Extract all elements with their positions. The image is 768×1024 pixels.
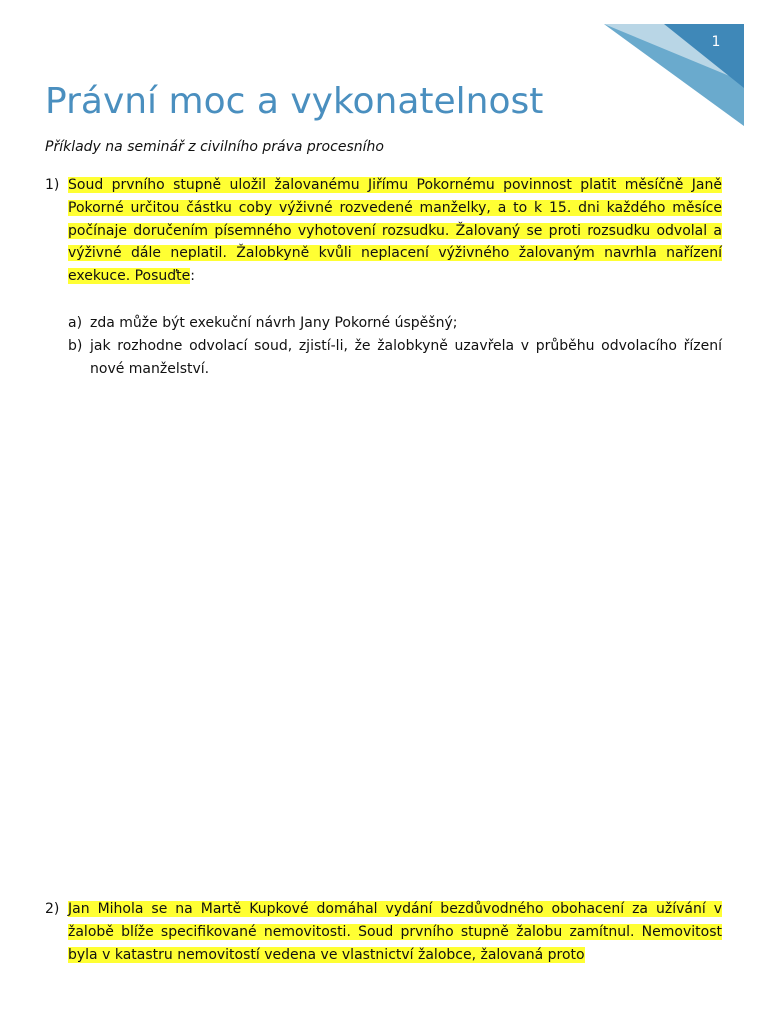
- problem-text: [68, 174, 722, 288]
- subitem-text: zda může být exekuční návrh Jany Pokorné úspěšný;: [90, 314, 458, 331]
- page-number: 1: [711, 34, 721, 50]
- problem-text: [68, 898, 722, 966]
- problem-text-tail: :: [190, 268, 195, 285]
- highlighted-text: Soud prvního stupně uložil žalovanému Jiřímu Pokornému povinnost platit měsíčně Janě Pokorné určitou částku coby výživné rozvedené manželky, a to k 15. dni každého měsíce počínaje doručením písemného vyhotovení rozsudku. Žalovaný se proti rozsudku odvolal a výživné dále neplatil. Žalobkyně kvůli neplacení výživného žalovaným navrhla nařízení exekuce. Posuďte: [68, 177, 722, 285]
- subitem-letter: b): [68, 337, 83, 354]
- problem-1: [45, 174, 722, 380]
- page-subtitle: Příklady na seminář z civilního práva procesního: [45, 139, 384, 155]
- problem-2: [45, 898, 722, 966]
- subitem-text: jak rozhodne odvolací soud, zjistí-li, že žalobkyně uzavřela v průběhu odvolacího řízení nové manželství.: [90, 337, 722, 377]
- problem-number: 2): [45, 901, 60, 917]
- problem-number: 1): [45, 177, 60, 193]
- highlighted-text: Jan Mihola se na Martě Kupkové domáhal vydání bezdůvodného obohacení za užívání v žalobě blíže specifikované nemovitosti. Soud prvního stupně žalobu zamítnul. Nemovitost byla v katastru nemovitostí vedena ve vlastnictví žalobce, žalovaná proto: [68, 901, 722, 963]
- page-title: Právní moc a vykonatelnost: [45, 81, 544, 122]
- subitem-b: [68, 335, 722, 381]
- subitem-letter: a): [68, 314, 83, 331]
- subitem-a: [68, 312, 722, 335]
- subitem-list: [68, 312, 722, 380]
